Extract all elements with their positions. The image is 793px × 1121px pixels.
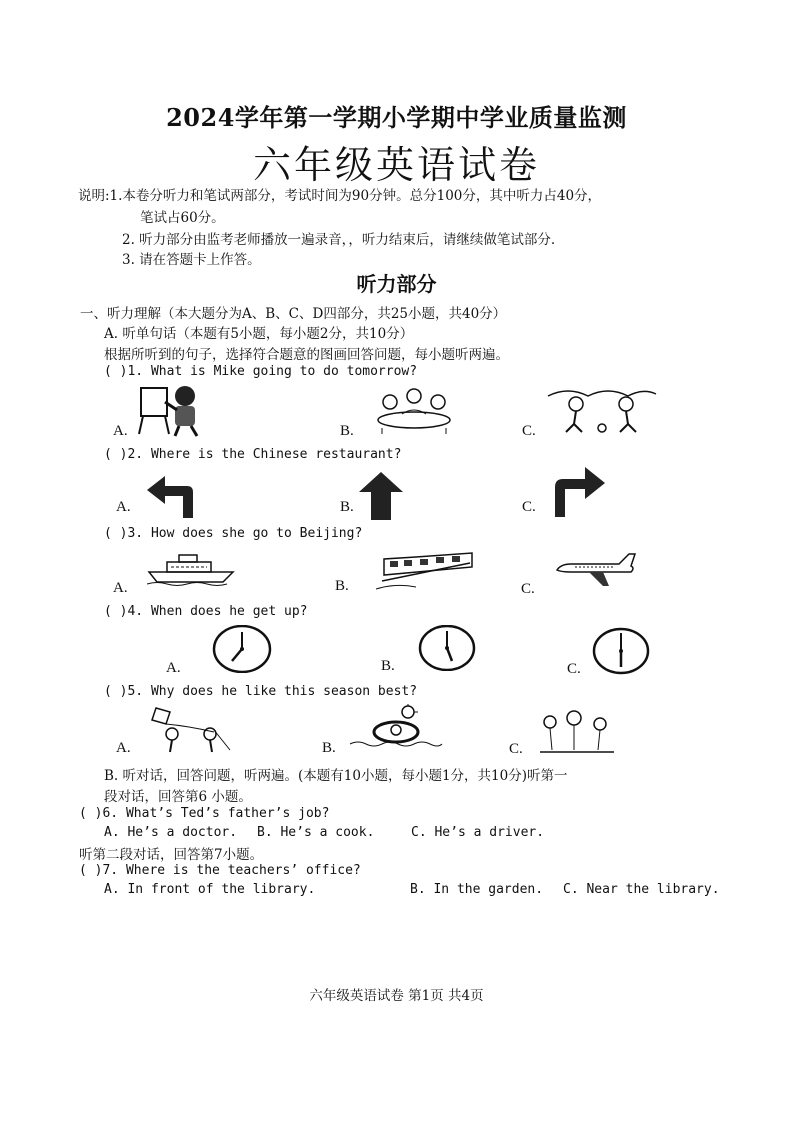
go-straight-arrow-icon bbox=[359, 472, 403, 520]
playing-football-icon bbox=[546, 384, 658, 434]
q6-option-b: B. He’s a cook. bbox=[257, 825, 375, 840]
q5-option-c: C. bbox=[509, 741, 523, 757]
q4-option-a: A. bbox=[166, 660, 181, 676]
q5-option-b: B. bbox=[322, 740, 336, 756]
q4-option-b: B. bbox=[381, 658, 395, 674]
question-2: ( )2. Where is the Chinese restaurant? bbox=[104, 447, 402, 462]
instruction-line-1: 说明:1.本卷分听力和笔试两部分，考试时间为90分钟。总分100分，其中听力占40分， bbox=[78, 188, 602, 204]
page-footer: 六年级英语试卷 第1页 共4页 bbox=[309, 988, 484, 1004]
q2-option-b: B. bbox=[340, 499, 354, 515]
question-4: ( )4. When does he get up? bbox=[104, 604, 308, 619]
q6-option-c: C. He’s a driver. bbox=[411, 825, 545, 840]
instruction-line-3: 3. 请在答题卡上作答。 bbox=[122, 252, 261, 268]
q5-option-a: A. bbox=[116, 740, 131, 756]
question-7: ( )7. Where is the teachers’ office? bbox=[79, 863, 361, 878]
q7-option-a: A. In front of the library. bbox=[104, 882, 316, 897]
question-5: ( )5. Why does he like this season best? bbox=[104, 684, 418, 699]
q2-option-a: A. bbox=[116, 499, 131, 515]
q3-option-b: B. bbox=[335, 578, 349, 594]
drawing-icon bbox=[135, 382, 210, 437]
q1-option-b: B. bbox=[340, 423, 354, 439]
question-1: ( )1. What is Mike going to do tomorrow? bbox=[104, 364, 418, 379]
flying-kite-icon bbox=[148, 706, 234, 756]
q7-option-b: B. In the garden. bbox=[410, 882, 544, 897]
section-title: 听力部分 bbox=[356, 272, 437, 296]
turn-right-arrow-icon bbox=[545, 465, 607, 517]
part1-heading: 一、听力理解（本大题分为A、B、C、D四部分，共25小题，共40分） bbox=[80, 306, 507, 322]
part-b-heading-cont: 段对话，回答第6 小题。 bbox=[104, 789, 252, 805]
train-icon bbox=[376, 545, 476, 593]
exam-title: 2024学年第一学期小学期中学业质量监测 bbox=[166, 103, 627, 132]
clock-icon bbox=[418, 625, 476, 671]
flowers-icon bbox=[538, 710, 616, 754]
q1-option-a: A. bbox=[113, 423, 128, 439]
swimming-icon bbox=[348, 704, 444, 752]
q4-option-c: C. bbox=[567, 661, 581, 677]
exam-subtitle: 六年级英语试卷 bbox=[252, 143, 540, 187]
q1-option-c: C. bbox=[522, 423, 536, 439]
question-3: ( )3. How does she go to Beijing? bbox=[104, 526, 363, 541]
instruction-line-1-cont: 笔试占60分。 bbox=[140, 210, 225, 226]
picnic-icon bbox=[372, 384, 457, 436]
turn-left-arrow-icon bbox=[145, 468, 205, 518]
part-b-heading: B. 听对话，回答问题，听两遍。(本题有10小题，每小题1分，共10分)听第一 bbox=[104, 768, 568, 784]
clock-icon bbox=[592, 627, 650, 675]
dialog-2-instruction: 听第二段对话，回答第7小题。 bbox=[79, 847, 264, 863]
q3-option-a: A. bbox=[113, 580, 128, 596]
plane-icon bbox=[555, 552, 637, 588]
question-6: ( )6. What’s Ted’s father’s job? bbox=[79, 806, 330, 821]
ship-icon bbox=[147, 552, 235, 586]
q2-option-c: C. bbox=[522, 499, 536, 515]
q3-option-c: C. bbox=[521, 581, 535, 597]
q7-option-c: C. Near the library. bbox=[563, 882, 720, 897]
instruction-line-2: 2. 听力部分由监考老师播放一遍录音，，听力结束后，请继续做笔试部分. bbox=[122, 232, 556, 248]
q6-option-a: A. He’s a doctor. bbox=[104, 825, 238, 840]
clock-icon bbox=[212, 625, 272, 673]
part-a-description: 根据所听到的句子，选择符合题意的图画回答问题，每小题听两遍。 bbox=[104, 347, 509, 363]
part-a-heading: A. 听单句话（本题有5小题，每小题2分，共10分） bbox=[104, 326, 414, 342]
